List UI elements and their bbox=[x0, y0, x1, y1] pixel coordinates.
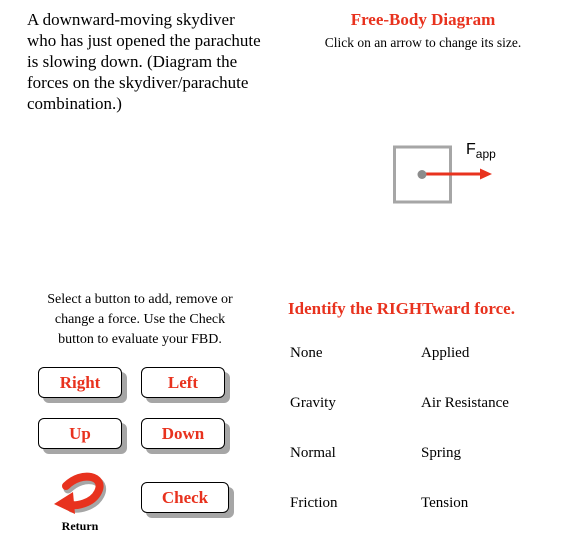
question-title: Identify the RIGHTward force. bbox=[288, 299, 515, 318]
fbd-subtitle: Click on an arrow to change its size. bbox=[324, 35, 522, 50]
problem-statement bbox=[27, 9, 287, 114]
up-button[interactable]: Up bbox=[38, 418, 122, 449]
check-button[interactable]: Check bbox=[141, 482, 229, 513]
option-tension[interactable]: Tension bbox=[421, 495, 469, 511]
force-label-sub: app bbox=[475, 147, 496, 161]
problem-line: combination.) bbox=[27, 94, 122, 113]
problem-line: who has just opened the parachute bbox=[27, 31, 261, 50]
option-applied[interactable]: Applied bbox=[421, 345, 470, 361]
option-air-resistance[interactable]: Air Resistance bbox=[421, 395, 509, 411]
down-button[interactable]: Down bbox=[141, 418, 225, 449]
instructions-line: Select a button to add, remove or bbox=[47, 292, 233, 307]
option-friction[interactable]: Friction bbox=[290, 495, 338, 511]
option-spring[interactable]: Spring bbox=[421, 445, 462, 461]
option-none[interactable]: None bbox=[290, 345, 323, 361]
left-button[interactable]: Left bbox=[141, 367, 225, 398]
applied-force-arrow[interactable] bbox=[424, 169, 492, 180]
return-arrow-icon bbox=[52, 470, 108, 516]
problem-line: A downward-moving skydiver bbox=[27, 10, 235, 29]
force-label bbox=[466, 141, 496, 161]
problem-line: is slowing down. (Diagram the bbox=[27, 52, 238, 71]
return-label: Return bbox=[61, 519, 99, 533]
instructions-line: button to evaluate your FBD. bbox=[58, 332, 222, 347]
option-normal[interactable]: Normal bbox=[290, 445, 336, 461]
instructions-line: change a force. Use the Check bbox=[54, 312, 226, 327]
return-button[interactable] bbox=[52, 470, 108, 536]
problem-line: forces on the skydiver/parachute bbox=[27, 73, 249, 92]
instructions bbox=[22, 290, 258, 350]
free-body-diagram bbox=[380, 130, 520, 220]
option-gravity[interactable]: Gravity bbox=[290, 395, 336, 411]
force-label-main: F bbox=[466, 141, 476, 158]
center-dot bbox=[418, 170, 427, 179]
fbd-title: Free-Body Diagram bbox=[350, 10, 496, 29]
right-button[interactable]: Right bbox=[38, 367, 122, 398]
